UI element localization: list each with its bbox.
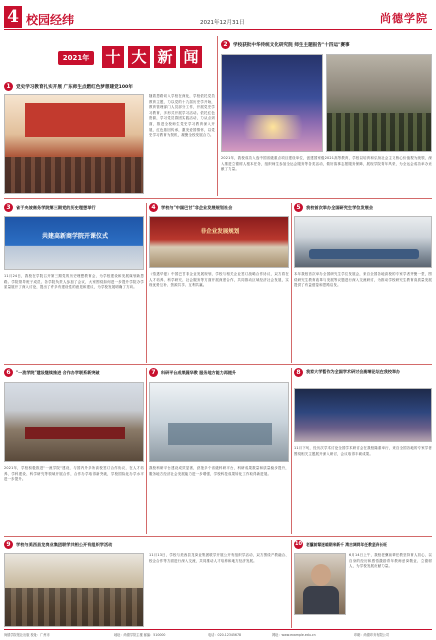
news-number-badge: 8 <box>294 368 303 377</box>
banner-char: 大 <box>128 46 150 68</box>
footer-website[interactable]: 网址：www.example.edu.cn <box>272 633 316 637</box>
news-title: 省于央坡商务学院第三期党的历史理想举行 <box>16 205 96 210</box>
news-8-header <box>294 368 434 386</box>
footer-phone: 电话：020-12345678 <box>208 633 242 637</box>
section-divider <box>4 198 432 199</box>
footer-publisher: 尚德学院报社出版 校址：广州市 <box>4 633 50 637</box>
footer-address: 地址：尚德学院主楼 邮编：510000 <box>114 633 166 637</box>
column-divider <box>146 203 147 363</box>
column-divider <box>291 540 292 628</box>
news-3-header <box>4 203 144 213</box>
news-number-badge: 2 <box>221 40 230 49</box>
banner-char: 闻 <box>180 46 202 68</box>
news-number-badge: 9 <box>4 540 13 549</box>
news-3-body: 11月24日，我校在学院召开第三期党的历史理想教育会，为学校建设和发展谋划新思路。学院领导班子成员、各学院负责人参加了会议，大家围绕如何进一步提升学院办学质量展开了深入讨论，提出了许多有建设性的意见和建议，为学校发展明确了方向。 <box>4 274 144 290</box>
footer-printer: 印刷：尚德印务有限公司 <box>354 633 390 637</box>
news-4-photo <box>149 216 289 268</box>
news-number-badge: 6 <box>4 368 13 377</box>
news-4-photo-caption: 非企业发展规划 <box>200 229 240 235</box>
news-2-photo-left <box>221 54 323 152</box>
news-6-header <box>4 368 144 378</box>
news-number-badge: 10 <box>295 541 302 547</box>
news-8-photo <box>294 388 432 442</box>
section-title: 校园经纬 <box>26 13 75 27</box>
meeting-table <box>309 249 419 259</box>
news-number-badge: 4 <box>149 203 158 212</box>
news-2-header <box>221 40 433 50</box>
column-divider <box>291 203 292 363</box>
group-people <box>5 588 144 627</box>
news-title: 学校与美西县龙岗业集团联学共相公开有组织学活动 <box>16 542 113 547</box>
footer <box>4 629 432 638</box>
news-5-body: 本年我校首次举办全国研究生学位发展会，来自全国各地高校的专家学者齐聚一堂，围绕研究生教育改革与发展等议题进行深入交流研讨，为推动学校研究生教育高质量发展提供了有益借鉴和思路启发。 <box>294 272 432 288</box>
news-9-header <box>4 540 290 550</box>
news-title: "一流学院"建设继续推进 合作办学联系新突破 <box>16 370 100 375</box>
news-1-body: 随着思路切入学校在深化，学校依托党员教育主题，力以党的十九届历史学开始，教育管理部门人员部分工作，开展党史学习教育，多形式开展学习活动。依托红色资源，学习党员群团实践活动，力从点到面，推进全校师生党史学习教育深入开展，红色基因传承，激发爱国情怀，以党史学习教育为契机，凝聚全校发展合力。 <box>149 94 215 138</box>
news-6-body: 2021年，学校积极推进"一流学院"建设，与国内外多所高校签订合作协议，在人才培养、学科建设、科学研究等领域开展合作，合作办学取得新突破，学校国际化办学水平进一步提升。 <box>4 466 144 482</box>
news-4-header <box>149 203 289 213</box>
news-title: 老骥前辈迷暗期来新千 湾古调同年任教坚弃长旺 <box>306 542 388 547</box>
news-title: 学校与"中国巴甘"非企业发展规划社会 <box>161 205 233 210</box>
banner-char: 十 <box>102 46 124 68</box>
news-10-header <box>294 540 434 550</box>
stage-lights <box>232 115 314 139</box>
news-7-header <box>149 368 289 378</box>
portrait-head <box>311 564 331 586</box>
news-2-photo-right <box>326 54 432 152</box>
news-6-photo <box>4 382 144 462</box>
audience-rows <box>5 157 144 194</box>
news-title: 我校首次举办全国研究生学位发展会 <box>306 205 374 210</box>
news-title: 我家大学暂作为全国学术研讨会高端论坛在我校举办 <box>306 369 401 374</box>
banner <box>58 46 210 70</box>
banner-year: 2021年 <box>58 51 94 65</box>
news-9-body: 11月13日，学校与美西县龙岗业集团联学开展公开有组织学活动，双方围绕产教融合、校企合作等方面进行深入交流，共同推动人才培养和地方经济发展。 <box>149 553 289 563</box>
news-5-header <box>294 203 434 213</box>
section-divider <box>4 536 432 537</box>
crowd <box>327 113 432 152</box>
news-1-header <box>4 82 216 92</box>
portrait-body <box>303 586 339 615</box>
brand-logo: 尚德学院 <box>380 12 428 25</box>
news-9-photo <box>4 553 144 627</box>
news-4-body: 《悟透华夏》中国巴甘非企业发展规划，学校与相关企业签订战略合作协议，双方将在人才培养、科学研究、社会服务等方面开展深度合作，共同推动区域经济社会发展，实现优势互补、资源共享、互利共赢。 <box>149 272 289 288</box>
header-rule <box>4 29 432 30</box>
signing-table <box>25 427 125 439</box>
banner-char: 新 <box>154 46 176 68</box>
news-number-badge: 5 <box>294 203 303 212</box>
news-7-body: 我校科研平台建设成效显著，获批多个省级科研平台，科研成果数量和质量稳步提升，服务地方经济社会发展能力进一步增强，学校科技成果转化工作取得新进展。 <box>149 466 289 476</box>
news-5-photo <box>294 216 432 268</box>
issue-date: 2021年12月31日 <box>200 20 245 26</box>
header-bar <box>4 6 432 31</box>
news-title: 学校获批中华传统文化研究院 师生主题报告"十四运"赛事 <box>233 43 350 48</box>
news-title: 党史学习教育扎实开展 广东师生点燃红色梦想建党100年 <box>16 85 133 90</box>
news-10-photo <box>294 553 346 615</box>
news-3-photo-caption: 共建高新商学院开课仪式 <box>41 233 108 240</box>
news-10-body: 6月14日上午，我校老骥前辈任教坚持育人初心，以自身的经历和感悟激励青年教师爱岗敬业、立德树人，为学校发展贡献力量。 <box>349 553 432 569</box>
lab-bench <box>168 423 272 445</box>
news-8-body: 11月下旬，经历次学术讨论全国学术研讨会在我校隆重举行，来自全国各地的专家学者围绕相关主题展开深入研讨，会议取得丰硕成果。 <box>294 446 432 456</box>
stage-backdrop <box>25 103 125 137</box>
news-7-photo <box>149 382 289 462</box>
news-1-photo <box>4 94 144 194</box>
section-divider <box>4 364 432 365</box>
column-divider <box>217 36 218 196</box>
news-title: 科研平台成果蔬华教 服务地方能力再提升 <box>161 370 237 375</box>
news-2-body: 2021年，我校成功入选中国省级重点项目建设单位，创建国家级2021高等教育，学校以培育和弘扬社会主义核心价值观为统领，深入推进立德树人根本任务，组织师生参加全运会服务等各类活动，做好赛事志愿服务保障，展现学院青年风采，为全运会成功举办贡献了力量。 <box>221 156 432 172</box>
news-number-badge: 3 <box>4 203 13 212</box>
news-number-badge: 7 <box>149 368 158 377</box>
news-number-badge: 1 <box>4 82 13 91</box>
column-divider <box>146 368 147 534</box>
page-number: 4 <box>7 7 19 27</box>
column-divider <box>291 368 292 534</box>
news-3-photo <box>4 216 144 270</box>
